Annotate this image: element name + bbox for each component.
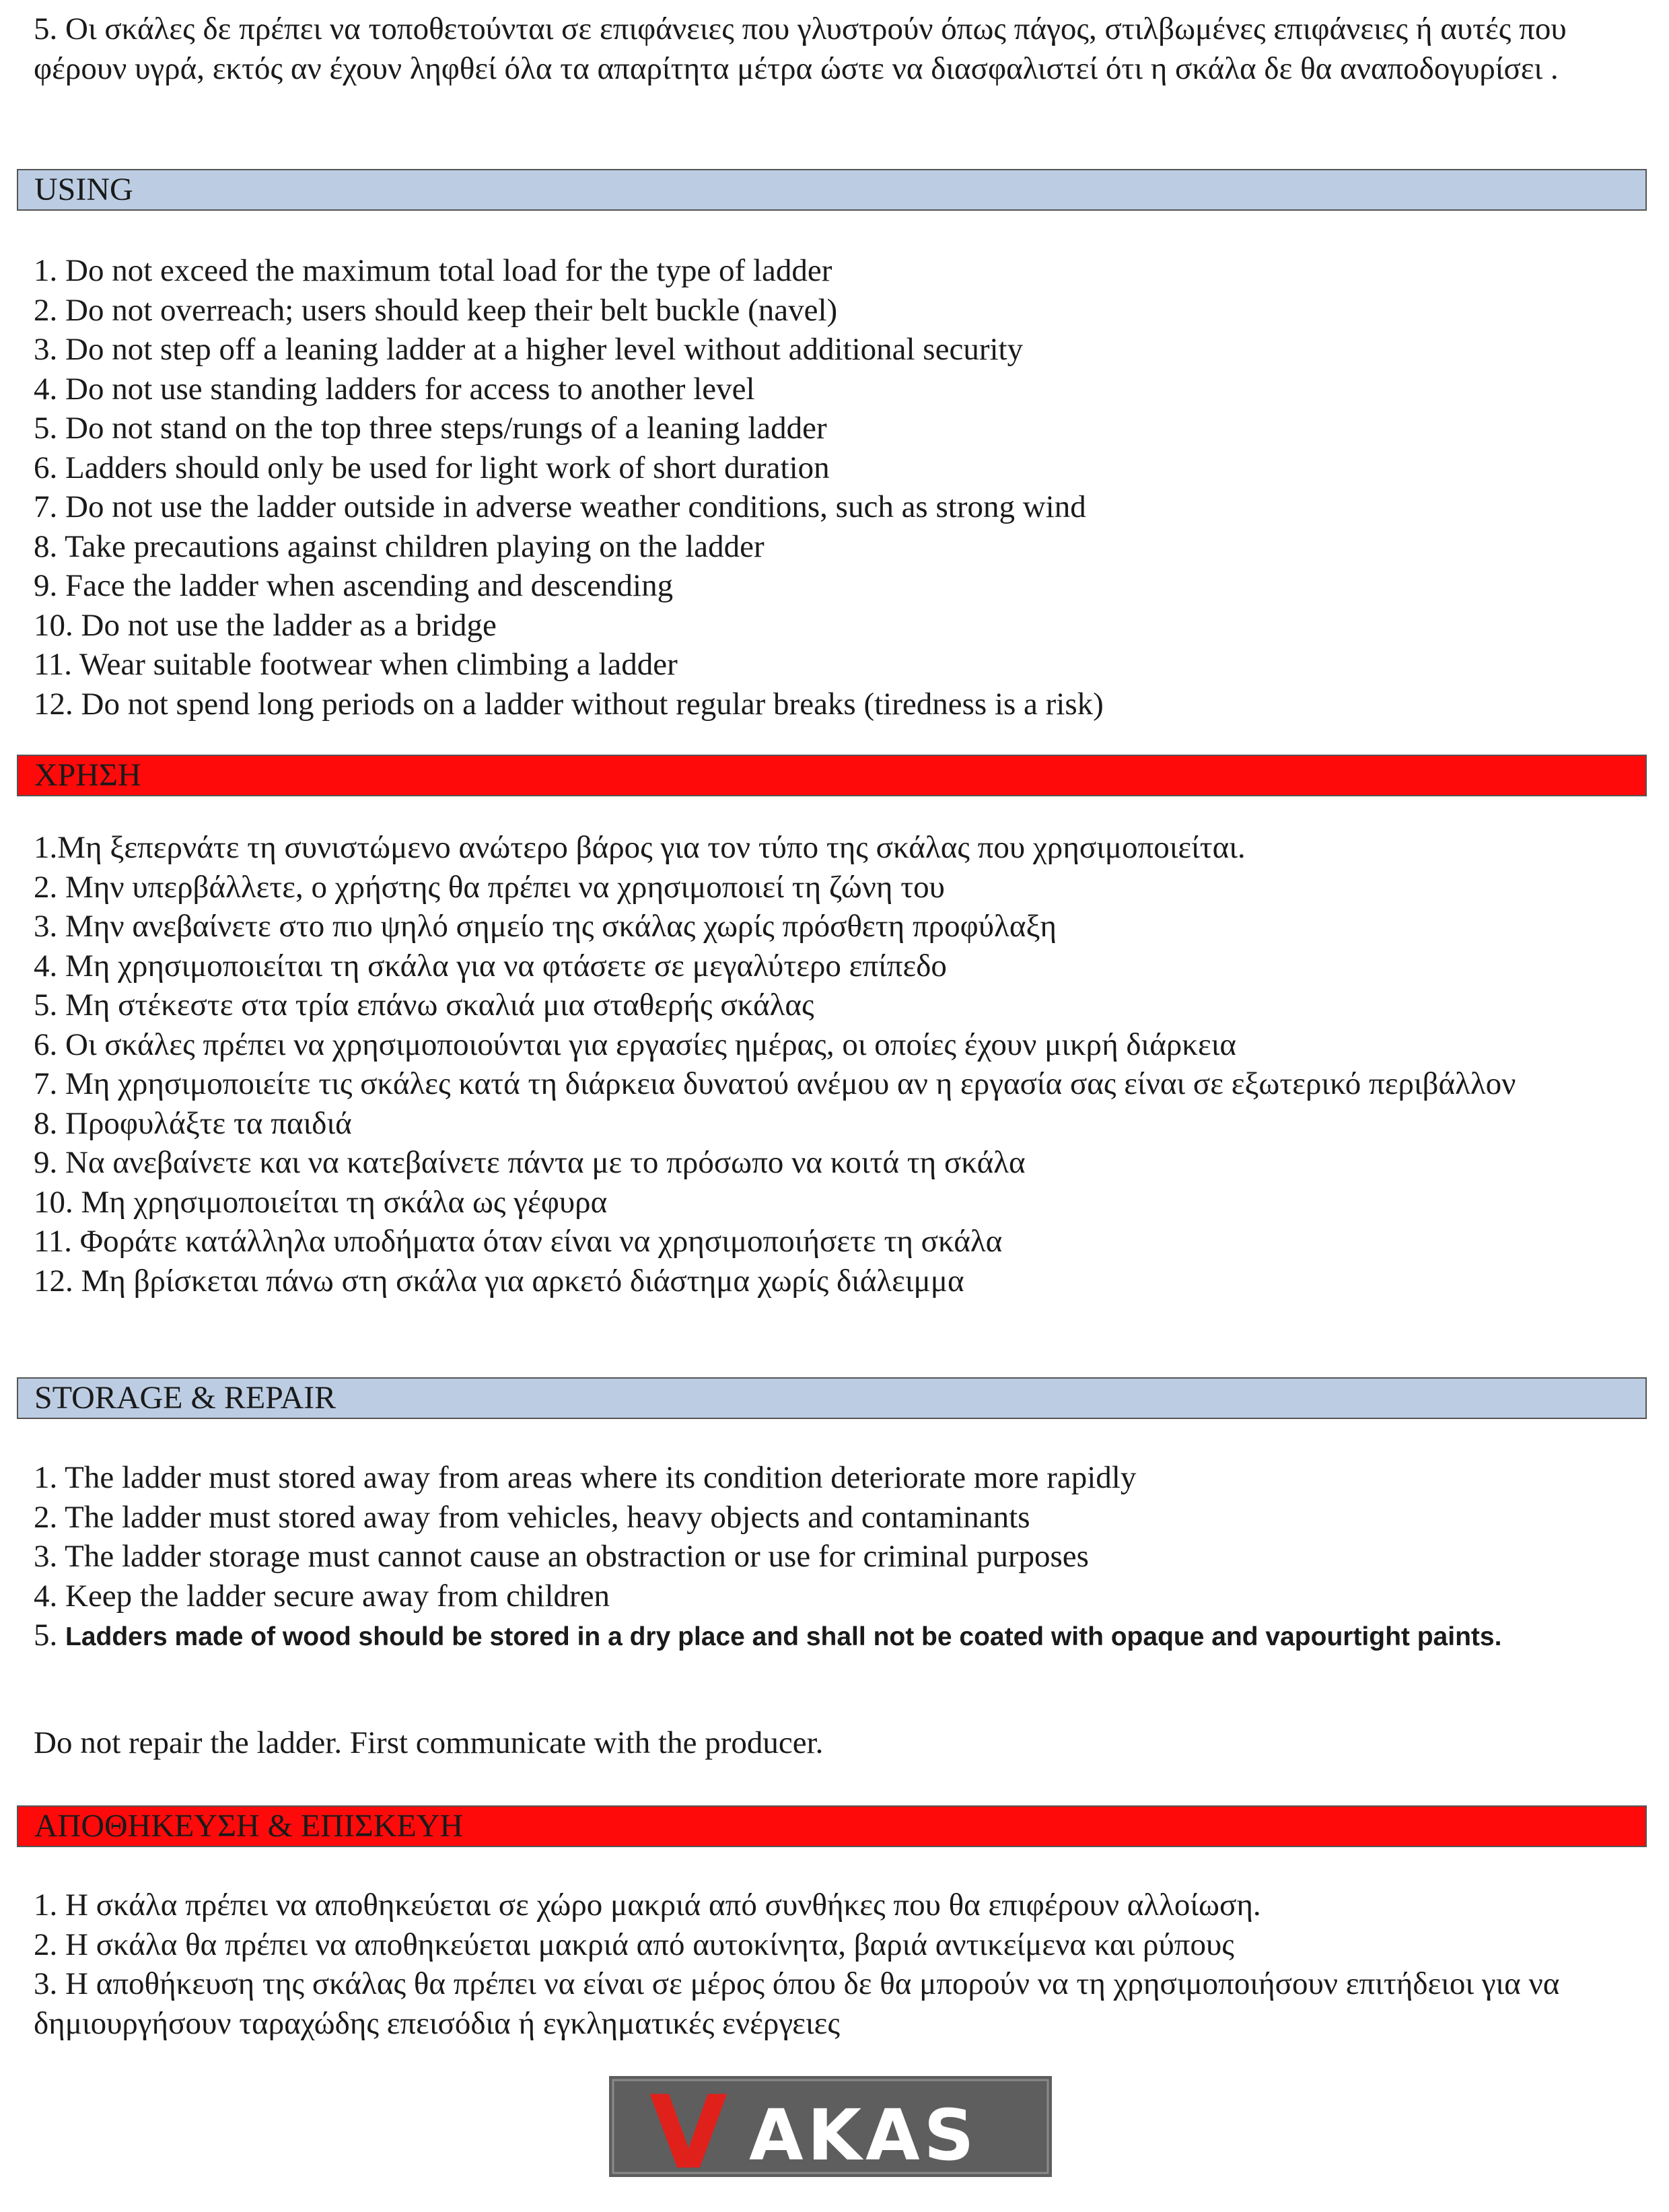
- storage-heading: STORAGE & REPAIR: [17, 1377, 1647, 1419]
- list-item: 8. Take precautions against children playing on the ladder: [34, 528, 765, 564]
- list-item: 9. Face the ladder when ascending and descending: [34, 568, 674, 603]
- list-item: 3. Do not step off a leaning ladder at a higher level without additional security: [34, 332, 1024, 367]
- list-item: 4. Keep the ladder secure away from children: [34, 1578, 610, 1614]
- list-item: 4. Μη χρησιμοποιείται τη σκάλα για να φτάσετε σε μεγαλύτερο επίπεδο: [34, 948, 947, 983]
- list-item: 12. Μη βρίσκεται πάνω στη σκάλα για αρκετό διάστημα χωρίς διάλειμμα: [34, 1263, 964, 1299]
- list-item: 10. Μη χρησιμοποιείται τη σκάλα ως γέφυρα: [34, 1184, 608, 1220]
- list-item-bold-text: Ladders made of wood should be stored in a dry place and shall not be coated with opaque and vapourtight paints.: [65, 1622, 1502, 1651]
- list-item: 2. Η σκάλα θα πρέπει να αποθηκεύεται μακριά από αυτοκίνητα, βαριά αντικείμενα και ρύπους: [34, 1927, 1234, 1962]
- list-item: 5. Μη στέκεστε στα τρία επάνω σκαλιά μια σταθερής σκάλας: [34, 988, 814, 1023]
- list-item: 4. Do not use standing ladders for access to another level: [34, 371, 755, 407]
- list-item: 11. Wear suitable footwear when climbing a ladder: [34, 647, 678, 682]
- list-item: 2. The ladder must stored away from vehicles, heavy objects and contaminants: [34, 1499, 1030, 1535]
- repair-note: Do not repair the ladder. First communicate with the producer.: [34, 1725, 824, 1760]
- list-item: 7. Μη χρησιμοποιείτε τις σκάλες κατά τη διάρκεια δυνατού ανέμου αν η εργασία σας είναι σε εξωτερικό περιβάλλον: [34, 1066, 1516, 1101]
- logo-letter-v: V: [649, 2076, 728, 2177]
- list-item: 5. Do not stand on the top three steps/rungs of a leaning ladder: [34, 411, 827, 446]
- intro-greek-paragraph: 5. Οι σκάλες δε πρέπει να τοποθετούνται σε επιφάνειες που γλυστρούν όπως πάγος, στιλβωμένες επιφάνειες ή αυτές που φέρουν υγρά, εκτός αν έχουν ληφθεί όλα τα απαρίτητα μέτρα ώστε να διασφαλιστεί ότι η σκάλα δε θα αναποδογυρίσει .: [34, 11, 1567, 86]
- list-item: 7. Do not use the ladder outside in adverse weather conditions, such as strong wind: [34, 489, 1086, 524]
- apothikeusi-heading: ΑΠΟΘΗΚΕΥΣΗ & ΕΠΙΣΚΕΥΗ: [17, 1805, 1647, 1847]
- list-item: 1. Η σκάλα πρέπει να αποθηκεύεται σε χώρο μακριά από συνθήκες που θα επιφέρουν αλλοίωση.: [34, 1888, 1261, 1923]
- list-item: 3. Μην ανεβαίνετε στο πιο ψηλό σημείο της σκάλας χωρίς πρόσθετη προφύλαξη: [34, 909, 1057, 944]
- xrisi-list: [34, 828, 1635, 1301]
- list-item: 1.Μη ξεπερνάτε τη συνιστώμενο ανώτερο βάρος για τον τύπο της σκάλας που χρησιμοποιείται.: [34, 830, 1246, 865]
- list-item: 9. Να ανεβαίνετε και να κατεβαίνετε πάντα με το πρόσωπο να κοιτά τη σκάλα: [34, 1145, 1026, 1180]
- list-item: 8. Προφυλάξτε τα παιδιά: [34, 1105, 352, 1141]
- list-item: 2. Μην υπερβάλλετε, ο χρήστης θα πρέπει να χρησιμοποιεί τη ζώνη του: [34, 869, 945, 905]
- apothikeusi-list: [34, 1886, 1635, 2043]
- list-item: 10. Do not use the ladder as a bridge: [34, 607, 497, 643]
- list-item: 3. The ladder storage must cannot cause an obstraction or use for criminal purposes: [34, 1539, 1089, 1574]
- logo-letters-akas: AKAS: [749, 2094, 979, 2176]
- list-item: 6. Ladders should only be used for light work of short duration: [34, 450, 830, 485]
- using-heading: USING: [17, 169, 1647, 211]
- list-item: 3. Η αποθήκευση της σκάλας θα πρέπει να είναι σε μέρος όπου δε θα μπορούν να τη χρησιμοποιήσουν επιτήδειοι για να δημιουργήσουν ταραχώδης επεισόδια ή εγκληματικές ενέργειες: [34, 1966, 1560, 2041]
- list-item: 1. Do not exceed the maximum total load for the type of ladder: [34, 253, 832, 288]
- list-item-wood-storage: [34, 1616, 1635, 1657]
- list-item: 12. Do not spend long periods on a ladder without regular breaks (tiredness is a risk): [34, 686, 1104, 722]
- vakas-logo: [609, 2076, 1052, 2177]
- xrisi-heading: ΧΡΗΣΗ: [17, 755, 1647, 796]
- list-item: 6. Οι σκάλες πρέπει να χρησιμοποιούνται για εργασίες ημέρας, οι οποίες έχουν μικρή διάρκεια: [34, 1027, 1236, 1062]
- storage-list: [34, 1458, 1635, 1657]
- list-item: 11. Φοράτε κατάλληλα υποδήματα όταν είναι να χρησιμοποιήσετε τη σκάλα: [34, 1224, 1003, 1259]
- list-item: 1. The ladder must stored away from areas where its condition deteriorate more rapidly: [34, 1460, 1137, 1495]
- list-item: 2. Do not overreach; users should keep their belt buckle (navel): [34, 292, 838, 328]
- using-list: [34, 251, 1635, 724]
- list-item-number: 5.: [34, 1618, 65, 1653]
